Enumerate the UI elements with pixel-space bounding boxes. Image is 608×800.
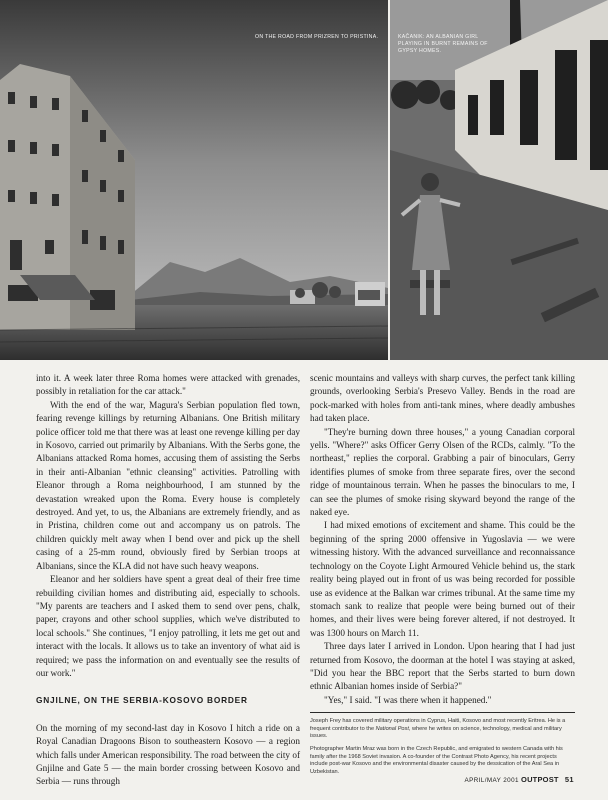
photo-ruined-building <box>0 0 388 360</box>
paragraph: "Yes," I said. "I was there when it happened." <box>324 694 492 705</box>
page-number: 51 <box>564 775 574 784</box>
contributor-bios <box>310 718 575 776</box>
paragraph: "They're burning down three houses," a young Canadian corporal yells. "Where?" asks Officer Gerry Olsen of the RCDs, calmly. "To the northeast," replies the corporal. Grabbing a pair of binoculars, Gerry identifies plumes of smoke from three separate fires, over the second ridge of mountainous terrain. When he passes the binoculars to me, I can see the plumes of smoke rising skyward beyond the range of the naked eye. <box>310 426 575 518</box>
photo-caption-left: ON THE ROAD FROM PRIZREN TO PRISTINA. <box>255 34 379 40</box>
photo-caption-right: KAČANIK: AN ALBANIAN GIRL PLAYING IN BURNT REMAINS OF GYPSY HOMES. <box>398 34 488 54</box>
text-column-right <box>310 372 575 781</box>
paragraph: Three days later I arrived in London. Upon hearing that I had just returned from Kosovo, the doorman at the hotel I was staying at asked, "Did you hear the BBC report that the Serbs started to burn down ethnic Albanian homes inside of Serbia?" <box>310 641 575 692</box>
paragraph: On the morning of my second-last day in Kosovo I hitch a ride on a Royal Canadian Dragoons Bison to southeastern Kosovo — a region which falls under American responsibility. The road between the city of Gnjilne and Gate 5 — the main border crossing between Kosovo and Serbia — runs through <box>36 722 300 787</box>
magazine-name: OUTPOST <box>521 775 559 784</box>
issue-date: APRIL/MAY 2001 <box>464 777 519 784</box>
photographer-bio: Photographer Martin Mraz was born in the Czech Republic, and emigrated to western Canada with his family after the 1968 Soviet invasion. A co-founder of the Contrast Photo Agency, his recent projects include post-war Kosovo and the environmental disaster caused by the dessication of the Aral Sea in Uzbekistan. <box>310 745 563 775</box>
paragraph: scenic mountains and valleys with sharp curves, the perfect tank killing grounds, overlooking Serbia's Presevo Valley. Bends in the road are pock-marked with holes from anti-tank mines, where deadly ambushes had taken place. <box>310 373 575 424</box>
paragraph: With the end of the war, Magura's Serbian population fled town, fearing revenge killings by returning Albanians. One British military police officer told me that there was at least one revenge killing per day in Kosovo, carried out primarily by Albanians. With the Serbs gone, the Albanians attacked Roma homes, accusing them of assisting the Serbs in their anti-Albanian "ethnic cleansing" activities. Patrolling with Eleanor through a Roma neighbourhood, I am stunned by the devastation wreaked upon the Roma. Every house is completely destroyed. And yet, to us, the Albanians are extremely friendly, and as in Pristina, children come out and accompany us on patrols. The children quickly melt away when I bend over and pick up the shell casing of a 25-mm round, obviously fired by Serbian troops at Albanians, since the KLA did not have such heavy weapons. <box>36 399 300 571</box>
paragraph: Eleanor and her soldiers have spent a great deal of their free time rebuilding civilian homes and distributing aid, especially to schools. "My parents are teachers and I asked them to send over pens, chalk, paper, crayons and other school supplies, which we've distributed to local schools." She continues, "I enjoy patrolling, it lets me get out and interact with the locals. It allows us to take an inventory of what aid is required; we pass the information on and eventually see the results of our work." <box>36 574 300 678</box>
divider <box>310 712 575 713</box>
section-subheading: GNJILNE, ON THE SERBIA-KOSOVO BORDER <box>36 695 248 706</box>
text-column-left <box>36 372 300 789</box>
paragraph: I had mixed emotions of excitement and shame. This could be the beginning of the spring 2000 offensive in Yugoslavia — we were witnessing history. With the advanced surveillance and reconnaissance technology on the Coyote Light Armoured Vehicle behind us, the stark reality being played out in front of us was being recorded for possible use as evidence at the Balkan war crimes tribunal. At the same time my stomach sank to realize that people were being burned out of their homes, and their lives were being forever altered, if not destroyed. It was 1300 hours on March 11. <box>310 520 575 638</box>
page-footer <box>465 775 575 784</box>
author-bio: Joseph Frey has covered military operations in Cyprus, Haiti, Kosovo and most recently Eritrea. He is a frequent contributor to the National Post, where he writes on science, technology, medical and military issues. <box>310 718 566 740</box>
paragraph: into it. A week later three Roma homes were attacked with grenades, possibly in retaliation for the car attack." <box>36 373 300 397</box>
